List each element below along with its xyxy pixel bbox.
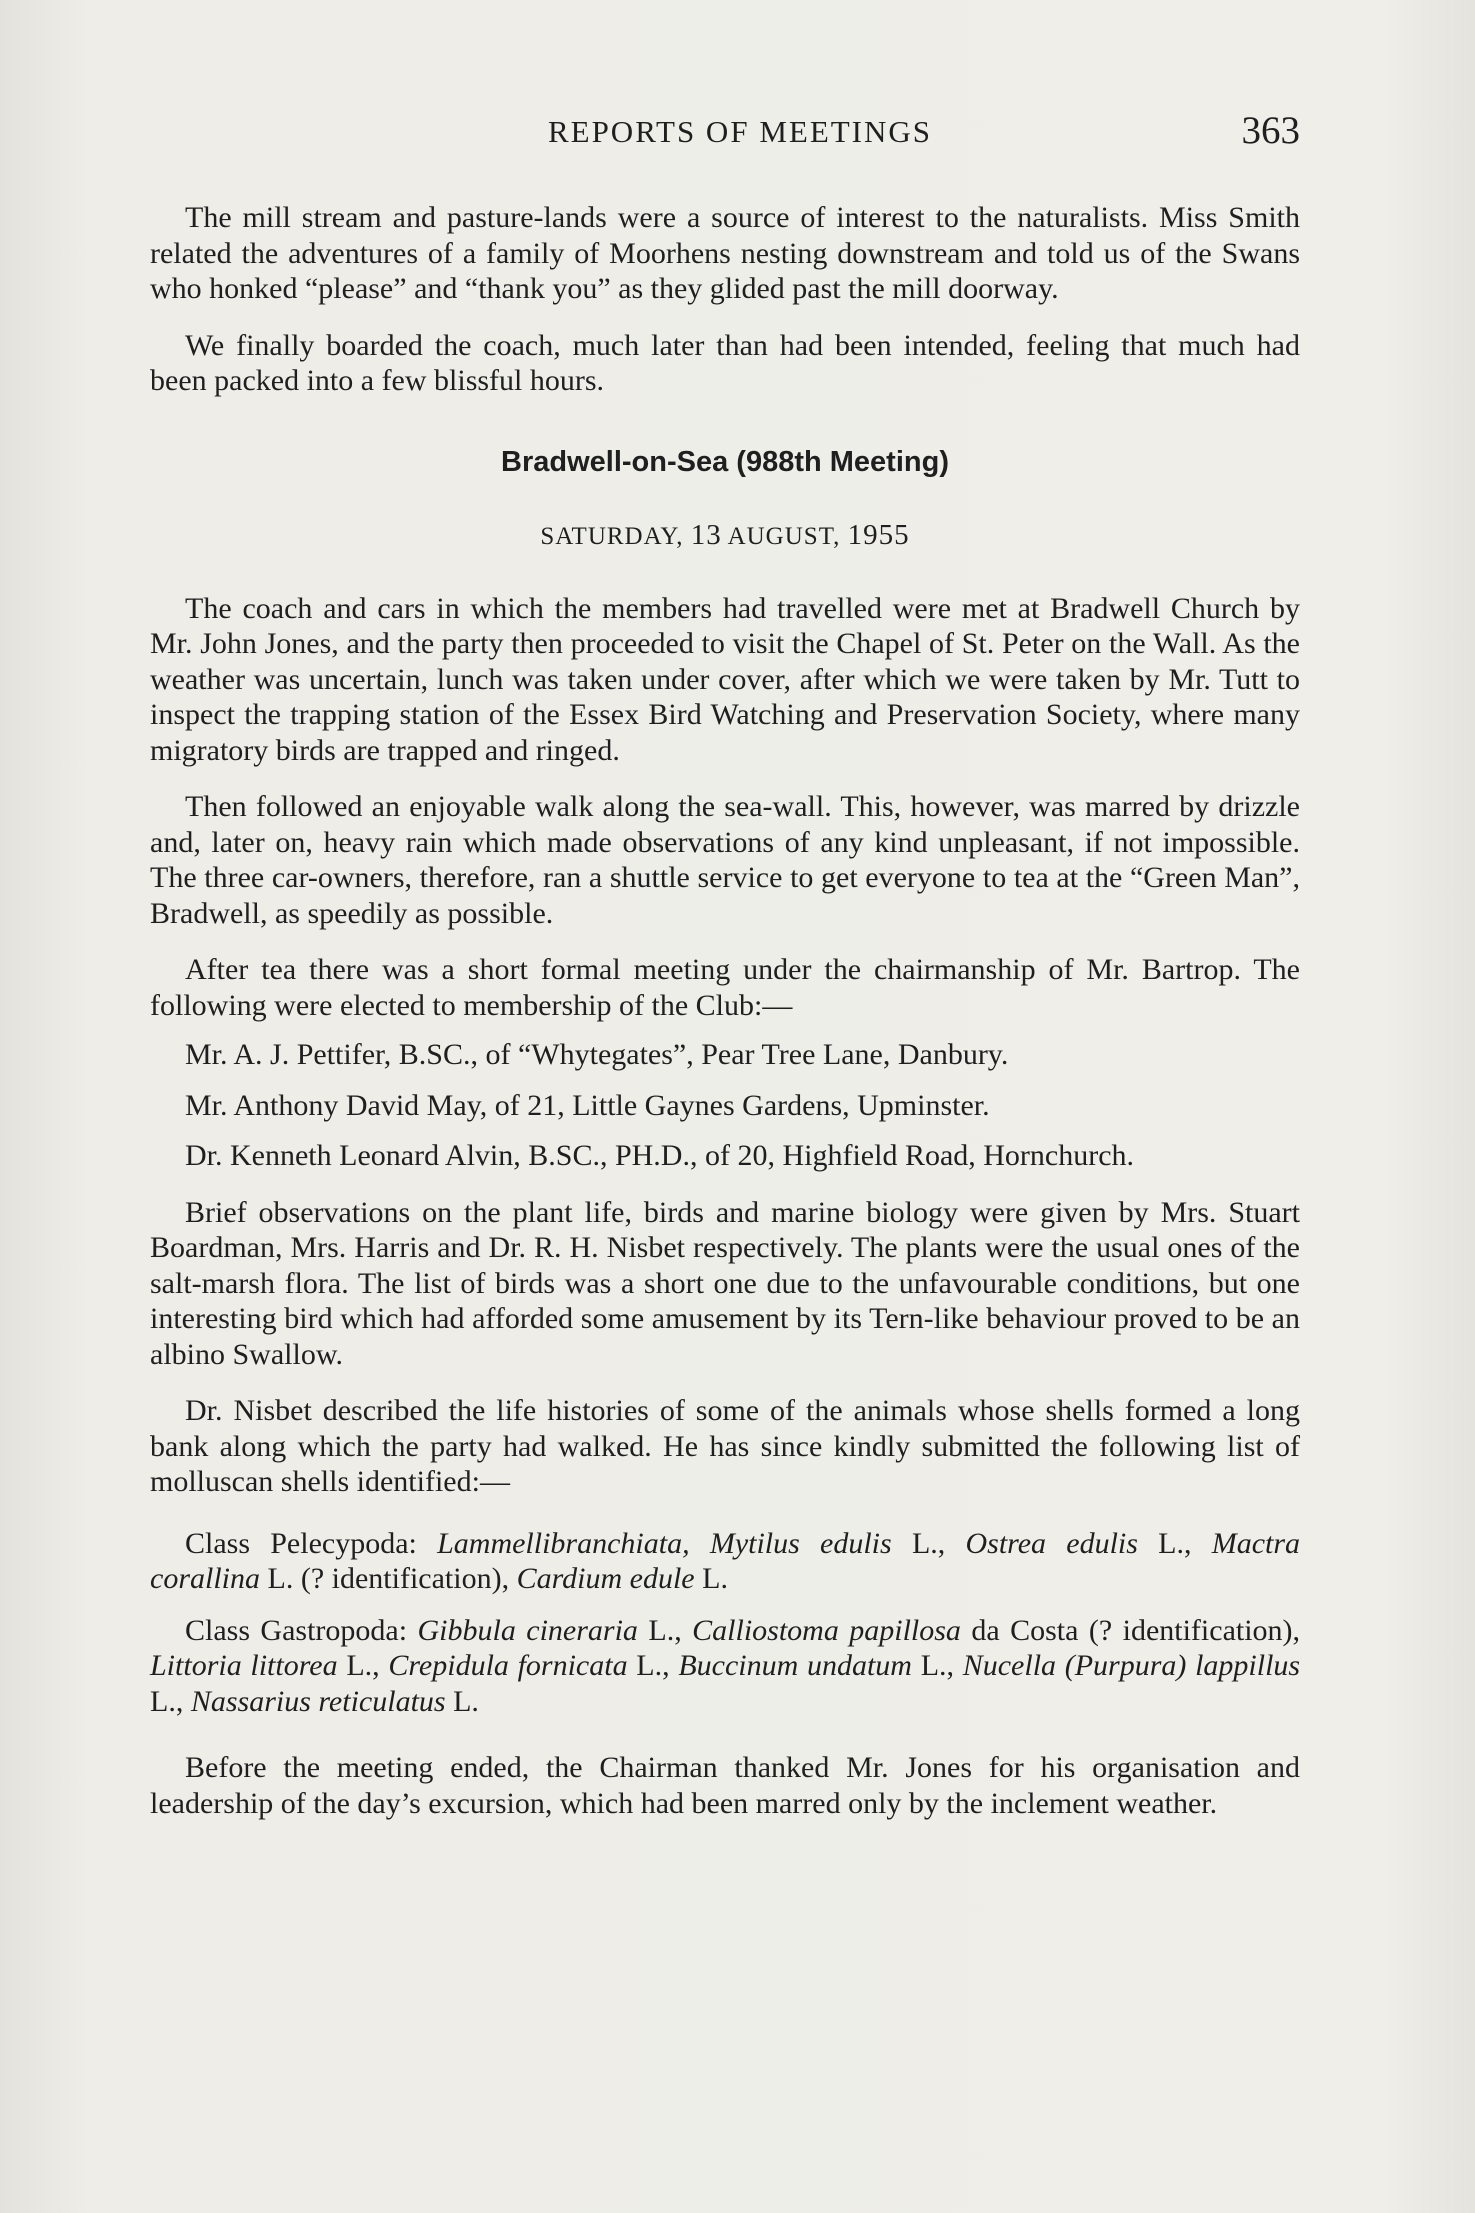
paragraph: The coach and cars in which the members had travelled were met at Bradwell Church by Mr. John Jones, and the party then proceeded to visit the Chapel of St. Peter on the Wall. As the weather was uncertain, lunch was taken under cover, after which we were taken by Mr. Tutt to inspect the trapping station of the Essex Bird Watching and Preservation Society, where many migratory birds are trapped and ringed. xyxy=(150,591,1300,767)
member-entry: Mr. A. J. Pettifer, B.SC., of “Whytegates”, Pear Tree Lane, Danbury. xyxy=(185,1038,1009,1071)
paragraph: Dr. Nisbet described the life histories of some of the animals whose shells formed a long bank along which the party had walked. He has since kindly submitted the following list of molluscan shells identified:— xyxy=(150,1394,1300,1498)
section-title: Bradwell-on-Sea (988th Meeting) xyxy=(501,445,949,478)
species-name: Mactra corallina xyxy=(150,1526,1301,1595)
species-author: L., xyxy=(636,1649,670,1682)
species-author: L. xyxy=(453,1684,479,1718)
date-month: AUGUST, xyxy=(727,523,841,550)
species-name: Lammellibranchiata, xyxy=(437,1526,690,1560)
species-name: Nassarius reticulatus xyxy=(190,1684,446,1718)
species-author: L., xyxy=(1158,1526,1192,1560)
paragraph: The mill stream and pasture-lands were a source of interest to the naturalists. Miss Smith related the adventures of a family of Moorhens nesting downstream and told us of the Swans who honked “please” and “thank you” as they glided past the mill doorway. xyxy=(150,201,1300,305)
species-author: L., xyxy=(150,1684,184,1718)
species-name: Crepidula fornicata xyxy=(388,1649,628,1682)
paragraph-closing: Before the meeting ended, the Chairman thanked Mr. Jones for his organisation and leadership of the day’s excursion, which had been marred only by the inclement weather. xyxy=(150,1751,1300,1820)
species-author: L., xyxy=(920,1649,955,1682)
page-number: 363 xyxy=(1241,109,1300,152)
species-name: Nucella xyxy=(962,1649,1057,1682)
species-author: L., xyxy=(648,1613,682,1647)
species-author: L., xyxy=(346,1649,380,1682)
species-name: Ostrea edulis xyxy=(965,1526,1138,1560)
date-number: 13 xyxy=(690,519,722,551)
paragraph: Then followed an enjoyable walk along the sea-wall. This, however, was marred by drizzle and, later on, heavy rain which made observations of any kind unpleasant, if not impossible. The three car-owners, therefore, ran a shuttle service to get everyone to tea at the “Green Man”, Bradwell, as speedily as possible. xyxy=(150,790,1300,930)
member-entry: Mr. Anthony David May, of 21, Little Gaynes Gardens, Upminster. xyxy=(185,1088,990,1122)
species-name: Gibbula cineraria xyxy=(417,1613,638,1647)
species-author: L., xyxy=(911,1526,946,1560)
species-name: Littoria littorea xyxy=(150,1649,338,1682)
paragraph: Brief observations on the plant life, birds and marine biology were given by Mrs. Stuart Boardman, Mrs. Harris and Dr. R. H. Nisbet respectively. The plants were the usual ones of the salt-marsh flora. The list of birds was a short one due to the unfavourable conditions, but one interesting bird which had afforded some amusement by its Tern-like behaviour proved to be an albino Swallow. xyxy=(150,1195,1300,1371)
member-entry: Dr. Kenneth Leonard Alvin, B.SC., PH.D., of 20, Highfield Road, Hornchurch. xyxy=(185,1139,1135,1172)
species-name: (Purpura) lappillus xyxy=(1064,1649,1301,1682)
species-author: da Costa (? identification), xyxy=(971,1613,1301,1647)
meeting-date xyxy=(150,518,1300,555)
class-label: Class Pelecypoda: xyxy=(185,1526,417,1560)
page-body xyxy=(150,200,1300,1842)
page-header xyxy=(180,110,1300,160)
running-head: REPORTS OF MEETINGS xyxy=(547,114,933,149)
date-year: 1955 xyxy=(847,519,910,551)
species-name: Mytilus edulis xyxy=(709,1526,892,1560)
date-day: SATURDAY, xyxy=(540,523,684,550)
species-list-gastropoda xyxy=(150,1613,1300,1720)
species-author: L. (? identification), xyxy=(267,1562,510,1595)
class-label: Class Gastropoda: xyxy=(185,1613,408,1647)
species-name: Cardium edule xyxy=(516,1562,695,1595)
paragraph: After tea there was a short formal meeting under the chairmanship of Mr. Bartrop. The following were elected to membership of the Club:— xyxy=(150,953,1300,1022)
species-name: Calliostoma papillosa xyxy=(692,1613,961,1647)
paragraph: We finally boarded the coach, much later than had been intended, feeling that much had been packed into a few blissful hours. xyxy=(150,328,1300,397)
species-author: L. xyxy=(702,1562,728,1595)
species-name: Buccinum undatum xyxy=(678,1649,912,1682)
species-list-pelecypoda xyxy=(150,1526,1300,1597)
